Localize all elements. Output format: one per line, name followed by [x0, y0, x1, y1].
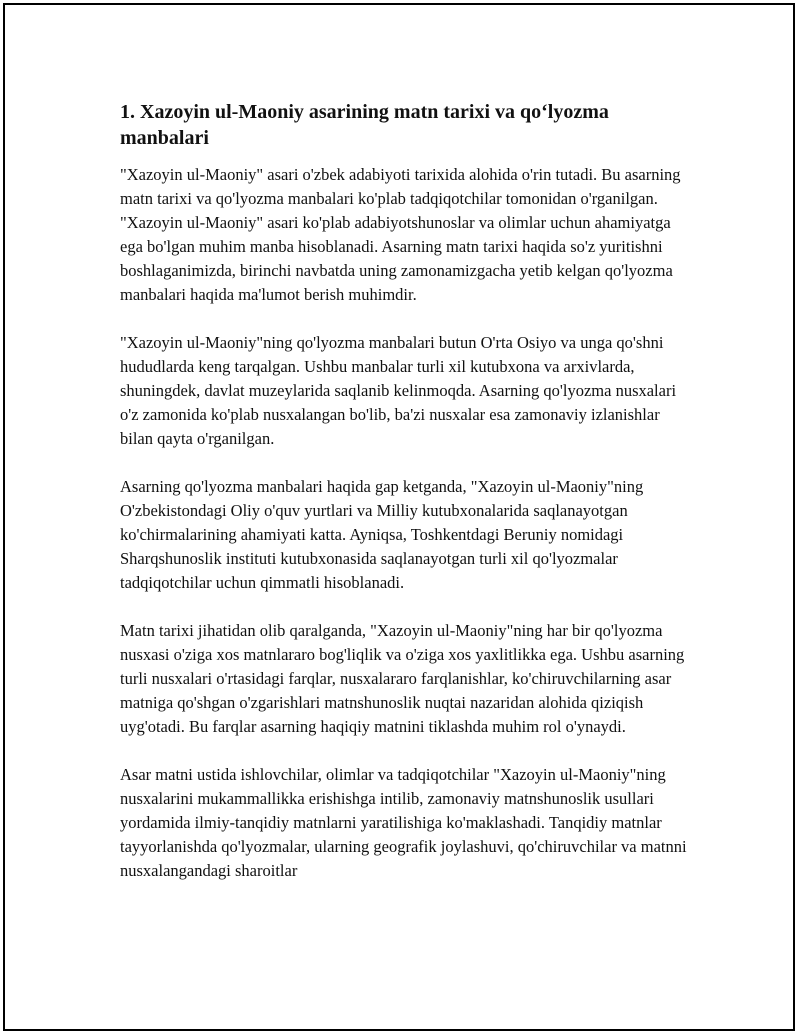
paragraph-4: Matn tarixi jihatidan olib qaralganda, "Xazoyin ul-Maoniy"ning har bir qo'lyozma nusxasi o'ziga xos matnlararo bog'liqlik va o'ziga xos yaxlitlikka ega. Ushbu asarning turli nusxalari o'rtasidagi farqlar, nusxalararo farqlanishlar, ko'chiruvchilarning asar matniga qo'shgan o'zgarishlari matnshunoslik nuqtai nazaridan alohida qiziqish uyg'otadi. Bu farqlar asarning haqiqiy matnini tiklashda muhim rol o'ynaydi.: [120, 621, 685, 736]
paragraph-3: Asarning qo'lyozma manbalari haqida gap ketganda, "Xazoyin ul-Maoniy"ning O'zbekistondagi Oliy o'quv yurtlari va Milliy kutubxonalarida saqlanayotgan ko'chirmalarining ahamiyati katta. Ayniqsa, Toshkentdagi Beruniy nomidagi Sharqshunoslik instituti kutubxonasida saqlanayotgan turli xil qo'lyozmalar tadqiqotchilar uchun qimmatli hisoblanadi.: [120, 477, 644, 592]
page-frame: [3, 3, 795, 1031]
paragraph-2: "Xazoyin ul-Maoniy"ning qo'lyozma manbalari butun O'rta Osiyo va unga qo'shni hududlarda keng tarqalgan. Ushbu manbalar turli xil kutubxona va arxivlarda, shuningdek, davlat muzeylarida saqlanib kelinmoqda. Asarning qo'lyozma nusxalari o'z zamonida ko'plab nusxalangan bo'lib, ba'zi nusxalar esa zamonaviy izlanishlar bilan qayta o'rganilgan.: [120, 333, 677, 448]
document-body: [120, 99, 690, 907]
paragraph-5: Asar matni ustida ishlovchilar, olimlar va tadqiqotchilar "Xazoyin ul-Maoniy"ning nusxalarini mukammallikka erishishga intilib, zamonaviy matnshunoslik usullari yordamida ilmiy-tanqidiy matnlarni yaratilishiga ko'maklashadi. Tanqidiy matnlar tayyorlanishda qo'lyozmalar, ularning geografik joylashuvi, qo'chiruvchilar va matnni nusxalangandagi sharoitlar: [120, 765, 687, 880]
section-title: 1. Xazoyin ul-Maoniy asarining matn tarixi va qo‘lyozma manbalari: [120, 101, 609, 149]
paragraph-1: "Xazoyin ul-Maoniy" asari o'zbek adabiyoti tarixida alohida o'rin tutadi. Bu asarning matn tarixi va qo'lyozma manbalari ko'plab tadqiqotchilar tomonidan o'rganilgan. "Xazoyin ul-Maoniy" asari ko'plab adabiyotshunoslar va olimlar uchun ahamiyatga ega bo'lgan muhim manba hisoblanadi. Asarning matn tarixi haqida so'z yuritishni boshlaganimizda, birinchi navbatda uning zamonamizgacha yetib kelgan qo'lyozma manbalari haqida ma'lumot berish muhimdir.: [120, 165, 681, 304]
